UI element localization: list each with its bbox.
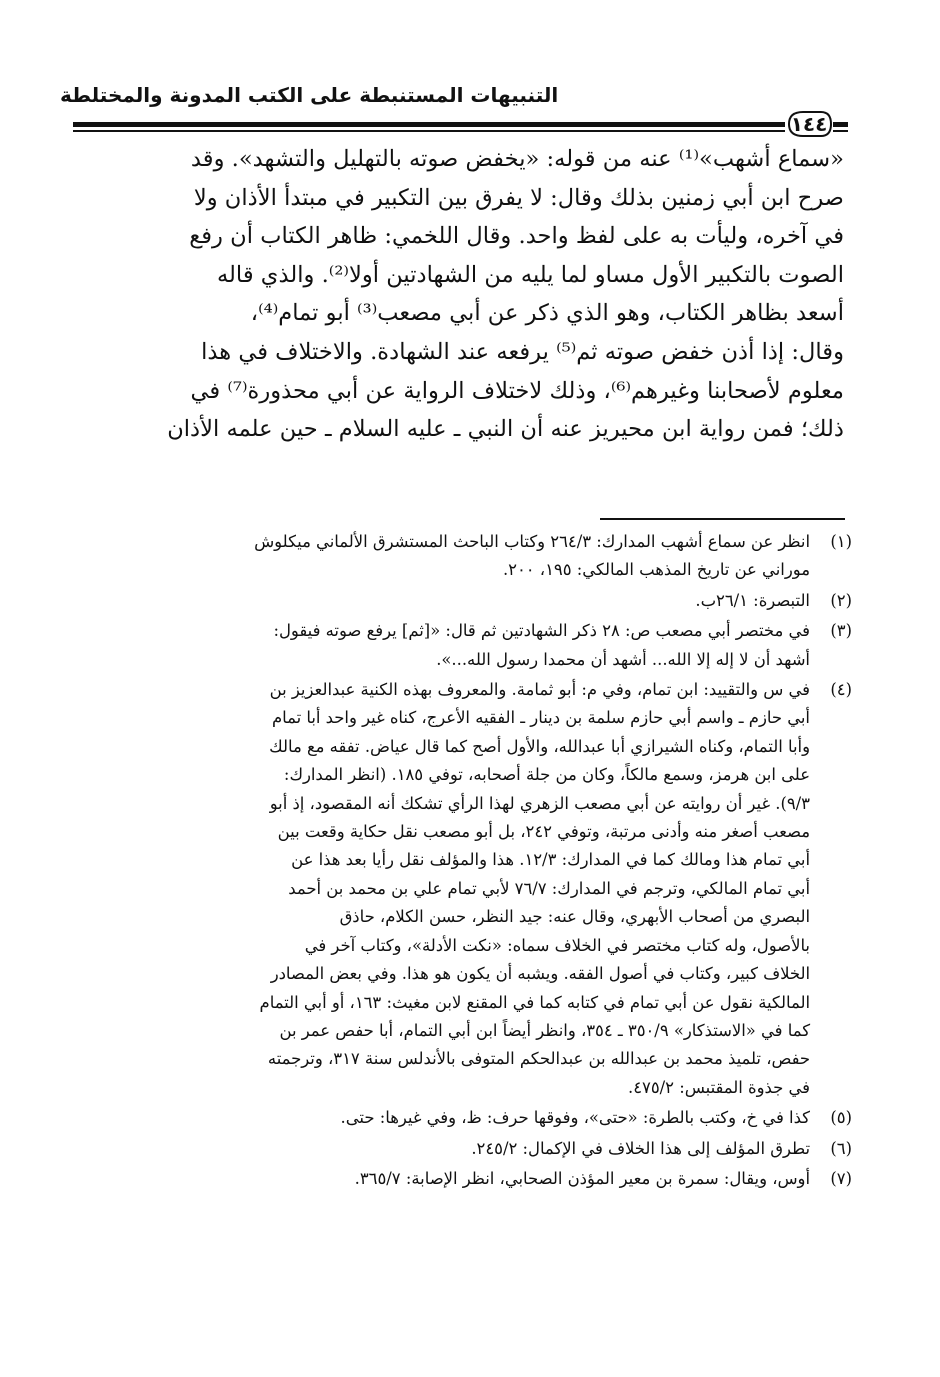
footnote-text (68, 1165, 810, 1193)
footnote (68, 528, 852, 585)
body-line: «سماع أشهب»⁽¹⁾ عنه من قوله: «يخفض صوته بالتهليل والتشهد». وقد (190, 146, 844, 172)
footnote-number: (٦) (830, 1138, 852, 1158)
footnote (68, 587, 852, 615)
footnote-line: انظر عن سماع أشهب المدارك: ٢٦٤/٣ وكتاب الباحث المستشرق الألماني ميكلوش (254, 532, 810, 551)
body-line: وقال: إذا أذن خفض صوته ثم⁽⁵⁾ يرفعه عند الشهادة. والاختلاف في هذا (201, 338, 844, 365)
header-rule-thick (73, 122, 785, 127)
body-line: الصوت بالتكبير الأول مساو لما يليه من الشهادتين أولا⁽²⁾. والذي قاله (216, 261, 844, 288)
footnote-line: حفص، تلميذ محمد بن عبدالله بن عبدالحكم المتوفى بالأندلس سنة ٣١٧، وترجمته (267, 1049, 810, 1069)
footnote-number: (٤) (830, 680, 852, 700)
footnotes (68, 528, 852, 1195)
body-line: في آخره، وليأت به على لفظ واحد. وقال اللخمي: ظاهر الكتاب أن رفع (189, 223, 844, 250)
footnote-line: ٩/٣). غير أن روايته عن أبي مصعب الزهري لهذا الرأي تشكك أنه المقصود، إذ أبو (269, 793, 810, 813)
footnote-line: كذا في خ، وكتب بالطرة: «حتى»، وفوقها حرف: ظ، وفي غيرها: حتى. (340, 1108, 810, 1128)
footnote-number: (٧) (830, 1168, 852, 1188)
footnote-line: المالكية نقول عن أبي تمام في كتابه كما في المقنع لابن مغيث: ١٦٣، أو أبي التمام (259, 992, 810, 1012)
footnote-text (68, 617, 810, 674)
footnote-line: التبصرة: ٢٦/١ب. (695, 590, 810, 610)
footnote-line: تطرق المؤلف إلى هذا الخلاف في الإكمال: ٢٤٥/٢. (471, 1138, 810, 1158)
footnote-line: أبي تمام المالكي، وترجم في المدارك: ٧٦/٧ لأبي تمام علي بن محمد بن أحمد (288, 878, 810, 898)
footnote-number: (٥) (830, 1108, 852, 1128)
footnote-line: أوس، ويقال: سمرة بن معير المؤذن الصحابي، انظر الإصابة: ٣٦٥/٧. (354, 1168, 810, 1188)
footnote-number: (١) (830, 532, 852, 551)
footnote-text (68, 1104, 810, 1132)
footnote-text (68, 676, 810, 1102)
footnote-line: على ابن هرمز، وسمع مالكاً، وكان من جلة أصحابه، توفي ١٨٥. (انظر المدارك: (283, 765, 810, 785)
running-title: التنبيهات المستنبطة على الكتب المدونة والمختلطة (60, 83, 559, 107)
footnote-line: في مختصر أبي مصعب ص: ٢٨ ذكر الشهادتين ثم قال: «[ثم] يرفع صوته فيقول: (273, 621, 810, 641)
footnote-line: مصعب أصغر منه وأدنى مرتبة، وتوفي ٢٤٢، بل أبو مصعب نقل حكاية وقعت بين (277, 822, 810, 842)
footnote-text (68, 1135, 810, 1163)
footnote (68, 1135, 852, 1163)
footnote-line: أشهد أن لا إله إلا الله... أشهد أن محمدا رسول الله...». (436, 649, 810, 669)
footnote-separator (600, 518, 845, 520)
footnote-line: موراني عن تاريخ المذهب المالكي: ١٩٥، ٢٠٠. (502, 560, 810, 580)
header-rule-thin (73, 130, 785, 132)
footnote (68, 617, 852, 674)
footnote (68, 1165, 852, 1193)
footnote-line: في س والتقييد: ابن تمام، وفي م: أبو ثمامة. والمعروف بهذه الكنية عبدالعزيز بن (269, 680, 810, 700)
footnote-line: الخلاف كبير، وكتاب في أصول الفقه. ويشبه أن يكون هو هذا. وفي بعض المصادر (270, 964, 810, 984)
footnote-line: كما في «الاستذكار» ٣٥٠/٩ ـ ٣٥٤، وانظر أيضاً ابن أبي التمام، أبا حفص عمر بن (279, 1020, 810, 1040)
footnote-line: وأبا التمام، وكناه الشيرازي أبا عبدالله، والأول أصح كما قال عياض. تفقه مع مالك (269, 736, 810, 756)
footnote-text (68, 528, 810, 585)
footnote (68, 1104, 852, 1132)
body-line: صرح ابن أبي زمنين بذلك وقال: لا يفرق بين التكبير في مبتدأ الأذان ولا (193, 184, 844, 211)
footnote-number: (٢) (830, 590, 852, 610)
main-text (78, 140, 844, 449)
footnote-line: بالأصول، وله كتاب مختصر في الخلاف سماه: «نكت الأدلة»، وكتاب آخر في (304, 935, 810, 955)
footnote-line: أبي حازم ـ واسم أبي حازم سلمة بن دينار ـ الفقيه الأعرج، كناه غير واحد أبا تمام (271, 708, 810, 728)
footnote-line: في جذوة المقتبس: ٤٧٥/٢. (628, 1077, 810, 1097)
footnote-line: البصري من أصحاب الأبهري، وقال عنه: جيد النظر، حسن الكلام، حاذق (339, 907, 810, 927)
body-line: أسعد بظاهر الكتاب، وهو الذي ذكر عن أبي مصعب⁽³⁾ أبو تمام⁽⁴⁾، (250, 300, 844, 327)
body-line: معلوم لأصحابنا وغيرهم⁽⁶⁾، وذلك لاختلاف الرواية عن أبي محذورة⁽⁷⁾ في (190, 377, 844, 404)
page-number: ١٤٤ (790, 112, 828, 136)
page-number-badge (785, 106, 833, 142)
footnote-number: (٣) (830, 621, 852, 641)
footnote-line: أبي تمام هذا ومالك كما في المدارك: ١٢/٣. هذا والمؤلف نقل رأيا بعد هذا عن (291, 850, 810, 870)
footnote (68, 676, 852, 1102)
body-line: ذلك؛ فمن رواية ابن محيريز عنه أن النبي ـ عليه السلام ـ حين علمه الأذان (167, 416, 844, 443)
footnote-text (68, 587, 810, 615)
